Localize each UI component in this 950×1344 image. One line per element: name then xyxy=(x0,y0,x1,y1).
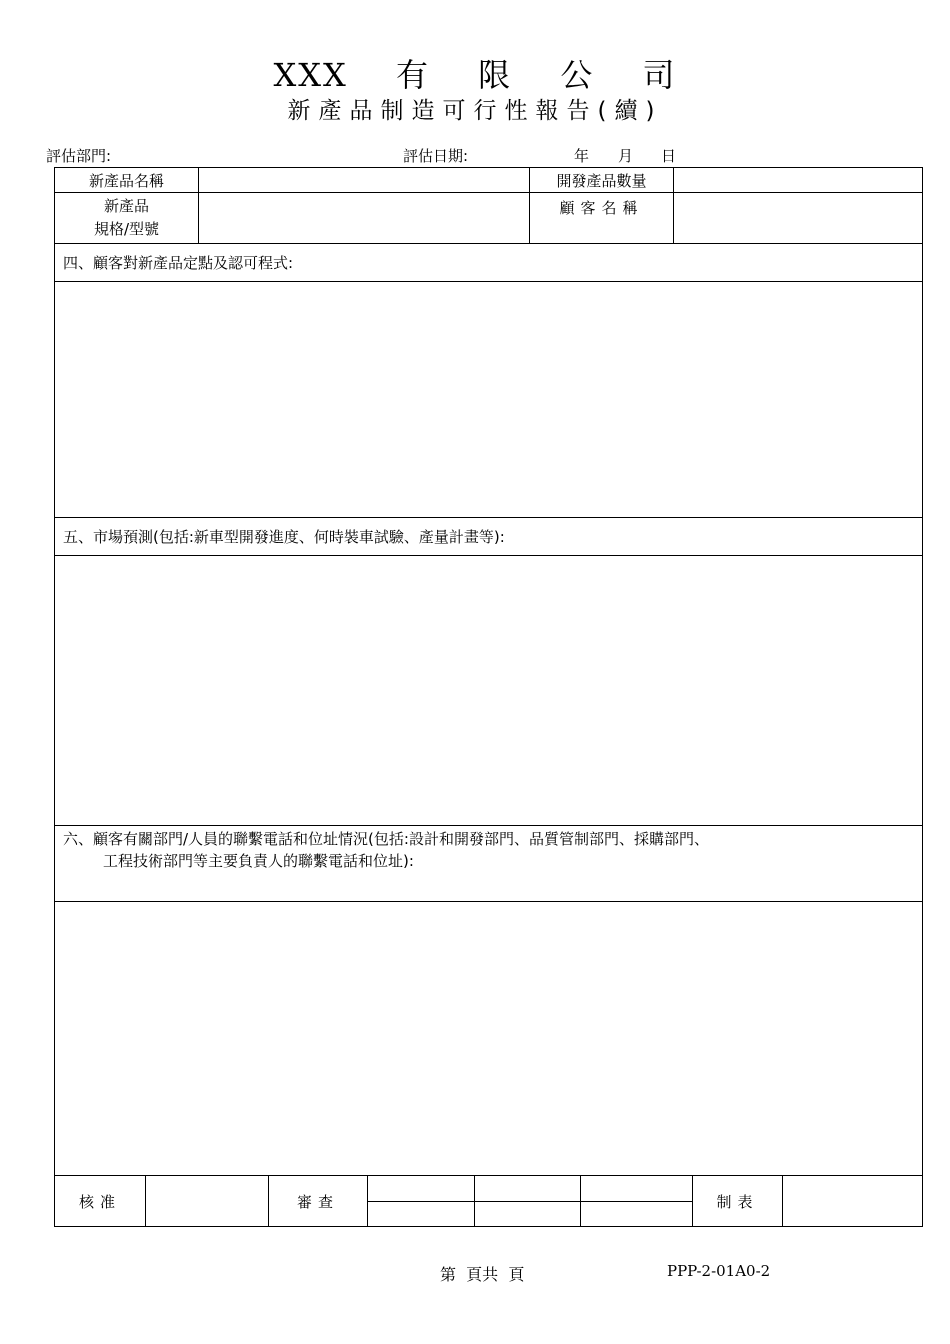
company-char: XXX xyxy=(273,56,348,94)
page-number: 第 頁共 頁 xyxy=(440,1265,525,1284)
signoff-table xyxy=(54,1175,923,1227)
spec-label xyxy=(55,193,199,244)
section-6-content[interactable] xyxy=(55,902,923,1176)
company-char: 限 xyxy=(478,56,513,94)
spec-field[interactable] xyxy=(199,193,530,244)
document-title: 新產品制造可行性報告(續) xyxy=(287,98,663,124)
review-label: 審查 xyxy=(269,1176,368,1227)
year-label: 年 xyxy=(574,147,590,165)
prepare-label: 制表 xyxy=(693,1176,783,1227)
company-name xyxy=(0,50,950,96)
quantity-label: 開發產品數量 xyxy=(530,168,674,193)
day-label: 日 xyxy=(661,147,677,165)
section-6-header xyxy=(55,826,923,902)
form-code: PPP-2-01A0-2 xyxy=(667,1262,771,1280)
section-6-header-line1: 六、顧客有關部門/人員的聯繫電話和位址情況(包括:設計和開發部門、品質管制部門、採購部門、 xyxy=(63,830,709,848)
section-5-header: 五、市場預測(包括:新車型開發進度、何時裝車試驗、產量計畫等): xyxy=(55,518,923,556)
approve-signature-field[interactable] xyxy=(146,1176,269,1227)
date-label: 評估日期: xyxy=(403,147,469,165)
product-name-field[interactable] xyxy=(199,168,530,193)
dept-label: 評估部門: xyxy=(46,147,112,165)
review-signature-cell[interactable] xyxy=(368,1176,475,1227)
spec-label-line2: 規格/型號 xyxy=(93,220,160,238)
section-5-content[interactable] xyxy=(55,556,923,826)
review-signature-cell[interactable] xyxy=(475,1176,581,1227)
company-char: 有 xyxy=(395,56,430,94)
month-label: 月 xyxy=(618,147,634,165)
review-signature-cell[interactable] xyxy=(581,1176,693,1227)
spec-label-line1: 新產品 xyxy=(103,197,149,215)
company-char: 司 xyxy=(642,56,677,94)
customer-field[interactable] xyxy=(674,193,923,244)
product-name-label: 新產品名稱 xyxy=(55,168,199,193)
quantity-field[interactable] xyxy=(674,168,923,193)
section-4-header: 四、顧客對新產品定點及認可程式: xyxy=(55,244,923,282)
prepare-signature-field[interactable] xyxy=(783,1176,923,1227)
sections-table xyxy=(54,243,923,1176)
section-6-header-line2: 工程技術部門等主要負責人的聯繫電話和位址): xyxy=(103,852,414,870)
company-char: 公 xyxy=(560,56,595,94)
customer-label: 顧客名稱 xyxy=(530,193,674,244)
section-4-content[interactable] xyxy=(55,282,923,518)
approve-label: 核准 xyxy=(55,1176,146,1227)
product-info-table xyxy=(54,167,923,244)
